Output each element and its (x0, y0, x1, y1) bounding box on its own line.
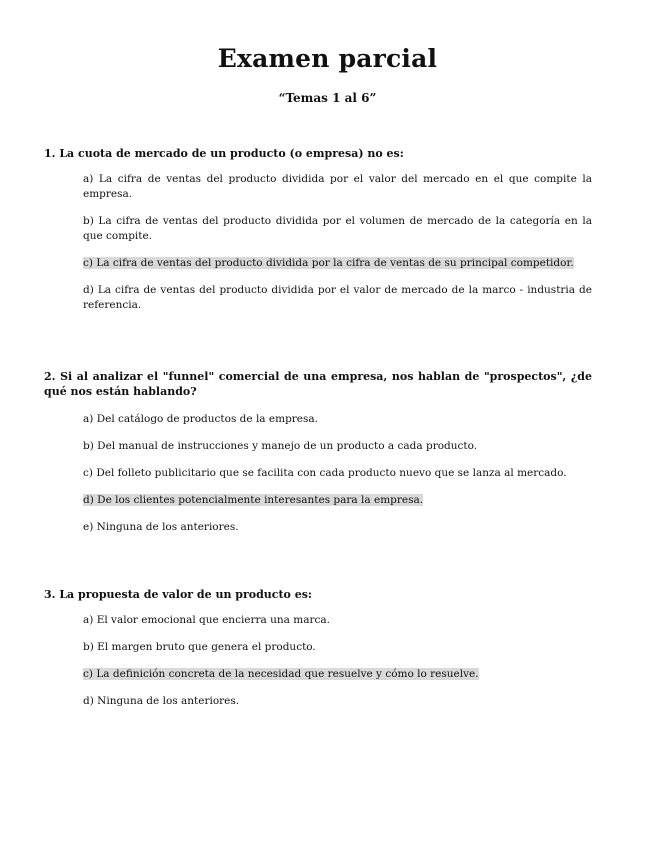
option-1d: d) La cifra de ventas del producto dividida por el valor de mercado de la marco - industria de referencia. (83, 284, 592, 311)
option-2b: b) Del manual de instrucciones y manejo de un producto a cada producto. (83, 440, 478, 452)
option-3c-selected: c) La definición concreta de la necesidad que resuelve y cómo lo resuelve. (83, 668, 479, 680)
option-2e: e) Ninguna de los anteriores. (83, 521, 239, 533)
question-2: 2. Si al analizar el "funnel" comercial de una empresa, nos hablan de "prospectos", ¿de qué nos están hablando? (44, 370, 592, 398)
question-1-options (83, 172, 592, 325)
question-2-options (83, 412, 592, 547)
exam-title: Examen parcial (217, 44, 438, 73)
option-2a: a) Del catálogo de productos de la empresa. (83, 413, 319, 425)
option-1a: a) La cifra de ventas del producto dividida por el valor del mercado en el que compite la empresa. (83, 173, 592, 200)
exam-subtitle: “Temas 1 al 6” (278, 91, 377, 105)
option-2c: c) Del folleto publicitario que se facilita con cada producto nuevo que se lanza al mercado. (83, 467, 567, 479)
option-3a: a) El valor emocional que encierra una marca. (83, 614, 330, 626)
option-1c-selected: c) La cifra de ventas del producto dividida por la cifra de ventas de su principal competidor. (83, 257, 574, 269)
option-3b: b) El margen bruto que genera el producto. (83, 641, 316, 653)
question-3-options (83, 613, 592, 721)
option-3d: d) Ninguna de los anteriores. (83, 695, 240, 707)
option-1b: b) La cifra de ventas del producto dividida por el volumen de mercado de la categoría en la que compite. (83, 215, 592, 242)
option-2d-selected: d) De los clientes potencialmente interesantes para la empresa. (83, 494, 424, 506)
question-1: 1. La cuota de mercado de un producto (o empresa) no es: (44, 147, 404, 160)
question-3: 3. La propuesta de valor de un producto es: (44, 588, 312, 601)
